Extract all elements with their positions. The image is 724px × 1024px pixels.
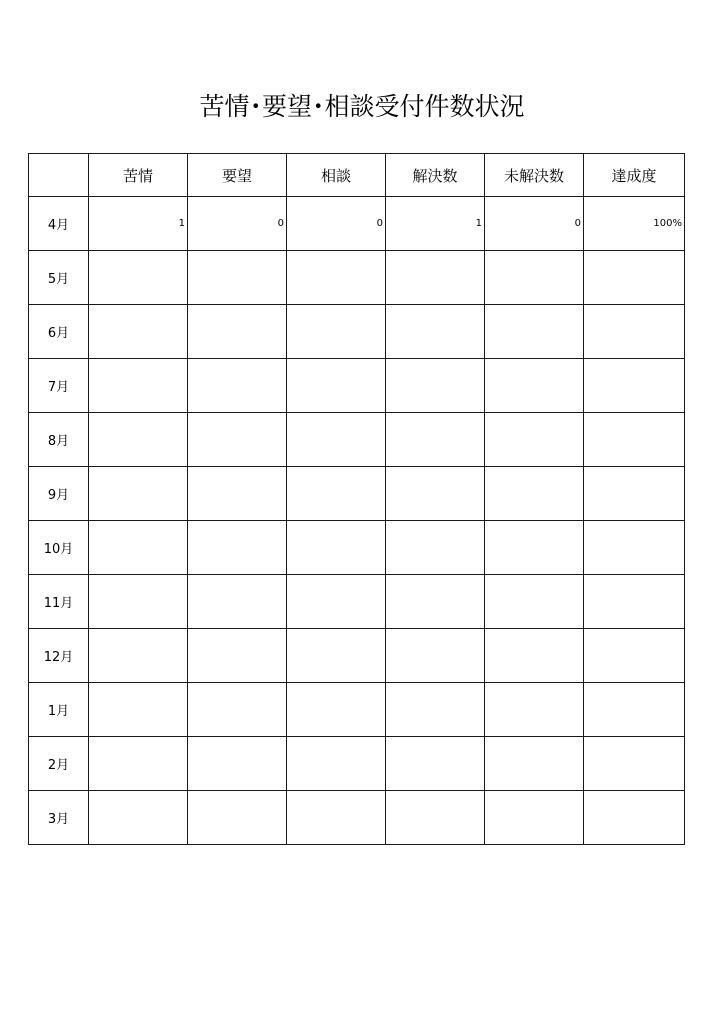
table-row: [29, 575, 685, 629]
month-label: 5月: [29, 251, 89, 305]
cell-achievement: [584, 575, 685, 629]
cell-complaints: [89, 683, 188, 737]
cell-achievement: [584, 467, 685, 521]
cell-achievement: [584, 737, 685, 791]
header-corner: [29, 154, 89, 197]
cell-requests: [188, 737, 287, 791]
cell-consultations: [287, 629, 386, 683]
cell-consultations: [287, 359, 386, 413]
table-row: [29, 305, 685, 359]
header-unresolved: 未解決数: [485, 154, 584, 197]
table-row: [29, 197, 685, 251]
cell-achievement: [584, 251, 685, 305]
month-label: 4月: [29, 197, 89, 251]
cell-requests: [188, 791, 287, 845]
cell-achievement: 100%: [584, 197, 685, 251]
cell-unresolved: [485, 791, 584, 845]
table-row: [29, 737, 685, 791]
cell-unresolved: [485, 737, 584, 791]
cell-consultations: [287, 575, 386, 629]
cell-complaints: 1: [89, 197, 188, 251]
cell-unresolved: [485, 575, 584, 629]
cell-achievement: [584, 791, 685, 845]
cell-unresolved: [485, 629, 584, 683]
cell-resolved: [386, 791, 485, 845]
month-label: 11月: [29, 575, 89, 629]
cell-unresolved: [485, 683, 584, 737]
cell-requests: 0: [188, 197, 287, 251]
cell-resolved: [386, 359, 485, 413]
cell-unresolved: [485, 251, 584, 305]
header-requests: 要望: [188, 154, 287, 197]
cell-consultations: [287, 791, 386, 845]
cell-resolved: [386, 737, 485, 791]
cell-achievement: [584, 359, 685, 413]
cell-consultations: [287, 305, 386, 359]
cell-resolved: [386, 251, 485, 305]
month-label: 2月: [29, 737, 89, 791]
cell-requests: [188, 467, 287, 521]
cell-achievement: [584, 305, 685, 359]
month-label: 6月: [29, 305, 89, 359]
table-row: [29, 359, 685, 413]
month-label: 3月: [29, 791, 89, 845]
cell-resolved: [386, 683, 485, 737]
cell-unresolved: [485, 305, 584, 359]
cell-complaints: [89, 359, 188, 413]
table-row: [29, 791, 685, 845]
cell-requests: [188, 251, 287, 305]
month-label: 7月: [29, 359, 89, 413]
cell-requests: [188, 629, 287, 683]
table-row: [29, 521, 685, 575]
cell-resolved: 1: [386, 197, 485, 251]
table-row: [29, 683, 685, 737]
cell-complaints: [89, 251, 188, 305]
cell-complaints: [89, 575, 188, 629]
cell-complaints: [89, 737, 188, 791]
cell-consultations: [287, 683, 386, 737]
cell-resolved: [386, 467, 485, 521]
cell-consultations: [287, 413, 386, 467]
cell-unresolved: [485, 521, 584, 575]
complaint-status-table: [28, 153, 685, 845]
cell-achievement: [584, 629, 685, 683]
table-row: [29, 629, 685, 683]
cell-achievement: [584, 413, 685, 467]
cell-consultations: 0: [287, 197, 386, 251]
month-label: 9月: [29, 467, 89, 521]
cell-unresolved: [485, 467, 584, 521]
cell-unresolved: 0: [485, 197, 584, 251]
cell-requests: [188, 575, 287, 629]
cell-complaints: [89, 413, 188, 467]
cell-achievement: [584, 683, 685, 737]
table-row: [29, 251, 685, 305]
cell-resolved: [386, 629, 485, 683]
cell-complaints: [89, 629, 188, 683]
cell-complaints: [89, 521, 188, 575]
header-complaints: 苦情: [89, 154, 188, 197]
cell-resolved: [386, 305, 485, 359]
month-label: 8月: [29, 413, 89, 467]
page-title: 苦情･要望･相談受付件数状況: [199, 92, 525, 121]
cell-requests: [188, 521, 287, 575]
table-header-row: [29, 154, 685, 197]
cell-consultations: [287, 737, 386, 791]
cell-requests: [188, 683, 287, 737]
cell-requests: [188, 305, 287, 359]
header-achievement: 達成度: [584, 154, 685, 197]
cell-consultations: [287, 251, 386, 305]
table-row: [29, 467, 685, 521]
cell-consultations: [287, 521, 386, 575]
month-label: 1月: [29, 683, 89, 737]
header-resolved: 解決数: [386, 154, 485, 197]
cell-achievement: [584, 521, 685, 575]
cell-requests: [188, 359, 287, 413]
cell-unresolved: [485, 413, 584, 467]
cell-resolved: [386, 521, 485, 575]
month-label: 10月: [29, 521, 89, 575]
cell-requests: [188, 413, 287, 467]
header-consultations: 相談: [287, 154, 386, 197]
cell-unresolved: [485, 359, 584, 413]
cell-resolved: [386, 575, 485, 629]
cell-consultations: [287, 467, 386, 521]
cell-complaints: [89, 791, 188, 845]
cell-complaints: [89, 467, 188, 521]
month-label: 12月: [29, 629, 89, 683]
cell-resolved: [386, 413, 485, 467]
cell-complaints: [89, 305, 188, 359]
table-row: [29, 413, 685, 467]
